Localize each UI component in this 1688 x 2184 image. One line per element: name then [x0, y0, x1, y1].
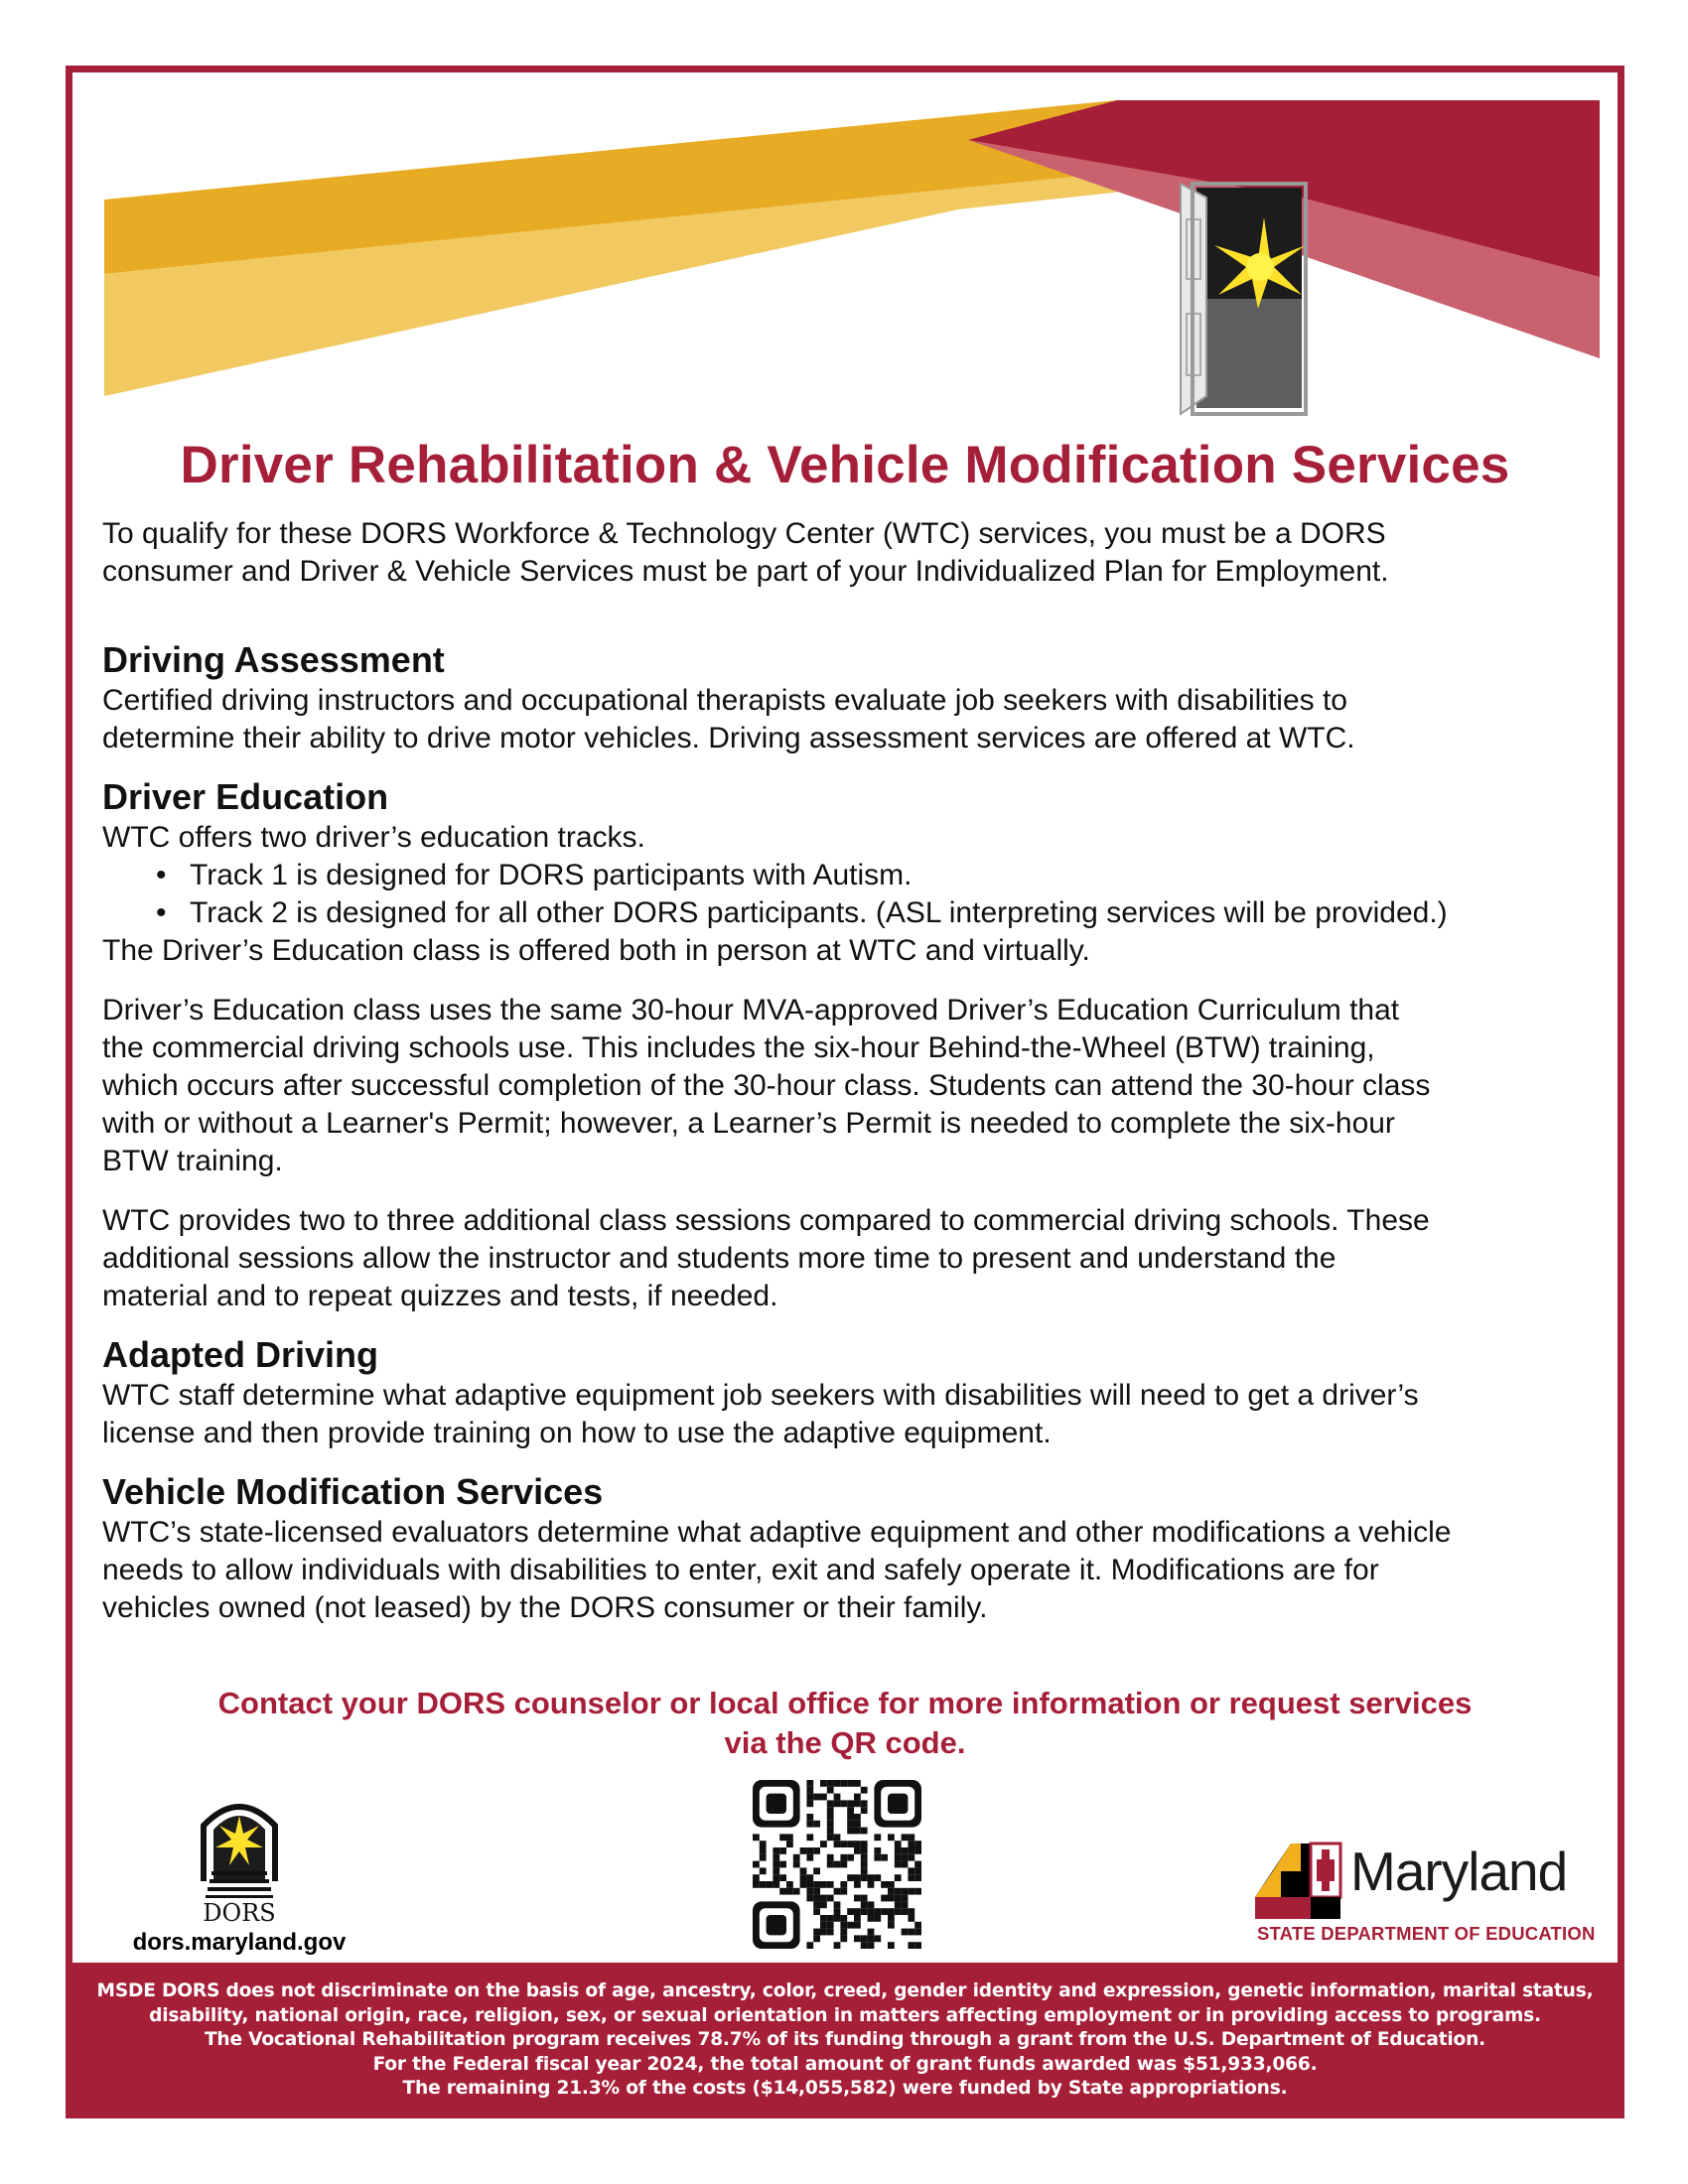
main-content [102, 515, 1592, 1645]
spacer [102, 970, 1592, 992]
body-line: WTC staff determine what adaptive equipment job seekers with disabilities will need to get a driver’s [102, 1379, 1419, 1412]
footer-line: The Vocational Rehabilitation program receives 78.7% of its funding through a grant from the U.S. Department of Education. [204, 2029, 1486, 2050]
page-frame [66, 66, 1624, 2118]
contact-line: via the QR code. [724, 1725, 966, 1760]
body-line: BTW training. [102, 1145, 283, 1177]
section-adapted-driving [102, 1333, 1592, 1452]
body-line: with or without a Learner's Permit; however, a Learner’s Permit is needed to complete the six-hour [102, 1107, 1395, 1140]
qr-code[interactable] [752, 1776, 922, 1961]
intro-paragraph [102, 515, 1592, 591]
dors-website-link[interactable]: dors.maryland.gov [132, 1929, 347, 1956]
body-line: WTC offers two driver’s education tracks. [102, 821, 645, 854]
list-item [102, 857, 1592, 894]
msde-logo [1251, 1830, 1599, 1969]
msde-subtitle: STATE DEPARTMENT OF EDUCATION [1257, 1923, 1596, 1944]
qr-finder-pattern [753, 1780, 800, 1828]
maryland-wordmark: Maryland [1350, 1841, 1568, 1902]
banner-graphic [104, 100, 1600, 485]
page-title: Driver Rehabilitation & Vehicle Modification Services [180, 436, 1510, 494]
section-vehicle-modification [102, 1470, 1592, 1627]
body-line: Driver’s Education class uses the same 30-hour MVA-approved Driver’s Education Curriculum that [102, 994, 1400, 1026]
track-list [102, 857, 1592, 932]
body-line: vehicles owned (not leased) by the DORS consumer or their family. [102, 1591, 988, 1624]
dors-logo[interactable] [120, 1786, 358, 1957]
intro-line: consumer and Driver & Vehicle Services must be part of your Individualized Plan for Employment. [102, 555, 1389, 588]
body-line: WTC’s state-licensed evaluators determine what adaptive equipment and other modifications a vehicle [102, 1516, 1452, 1549]
maryland-flag-icon [1251, 1836, 1346, 1925]
spacer [102, 1180, 1592, 1202]
header-banner [104, 100, 1600, 485]
section-heading: Driving Assessment [102, 639, 445, 680]
qr-finder-pattern [753, 1901, 800, 1949]
svg-text:DORS: DORS [203, 1899, 276, 1925]
qr-finder-pattern [874, 1780, 921, 1828]
section-heading: Adapted Driving [102, 1334, 379, 1375]
footer-line: The remaining 21.3% of the costs ($14,055,582) were funded by State appropriations. [402, 2078, 1288, 2099]
body-line: needs to allow individuals with disabilities to enter, exit and safely operate it. Modifications are for [102, 1554, 1379, 1586]
body-line: license and then provide training on how to use the adaptive equipment. [102, 1417, 1052, 1449]
footer-line: For the Federal fiscal year 2024, the total amount of grant funds awarded was $51,933,066. [372, 2053, 1318, 2075]
body-line: Certified driving instructors and occupational therapists evaluate job seekers with disabilities to [102, 684, 1347, 717]
body-line: which occurs after successful completion of the 30-hour class. Students can attend the 30-hour class [102, 1069, 1431, 1102]
body-line: material and to repeat quizzes and tests, if needed. [102, 1280, 778, 1312]
body-line: determine their ability to drive motor vehicles. Driving assessment services are offered at WTC. [102, 722, 1355, 754]
open-door-icon [1181, 184, 1306, 414]
body-line: additional sessions allow the instructor and students more time to present and understand the [102, 1242, 1336, 1275]
body-line: WTC provides two to three additional class sessions compared to commercial driving schools. These [102, 1204, 1430, 1237]
footer-line: disability, national origin, race, religion, sex, or sexual orientation in matters affecting employment or in providing access to programs. [149, 2004, 1541, 2026]
qr-code-image[interactable] [752, 1776, 922, 1961]
dors-doorway-icon [190, 1786, 289, 1925]
intro-line: To qualify for these DORS Workforce & Technology Center (WTC) services, you must be a DORS [102, 517, 1386, 550]
section-heading: Driver Education [102, 776, 389, 817]
spacer [102, 616, 1592, 638]
footer-line: MSDE DORS does not discriminate on the basis of age, ancestry, color, creed, gender identity and expression, genetic information, marital status, [96, 1980, 1594, 2001]
contact-callout [72, 1684, 1618, 1763]
section-heading: Vehicle Modification Services [102, 1471, 604, 1512]
list-item [102, 894, 1592, 932]
section-driver-education [102, 775, 1592, 1315]
footer-disclaimer [72, 1963, 1618, 2112]
track-text: Track 1 is designed for DORS participants with Autism. [190, 859, 913, 891]
section-driving-assessment [102, 638, 1592, 757]
track-text: Track 2 is designed for all other DORS participants. (ASL interpreting services will be provided.) [190, 896, 1448, 929]
body-line: the commercial driving schools use. This includes the six-hour Behind-the-Wheel (BTW) training, [102, 1031, 1375, 1064]
body-line: The Driver’s Education class is offered both in person at WTC and virtually. [102, 934, 1090, 967]
contact-line: Contact your DORS counselor or local office for more information or request services [217, 1686, 1473, 1720]
